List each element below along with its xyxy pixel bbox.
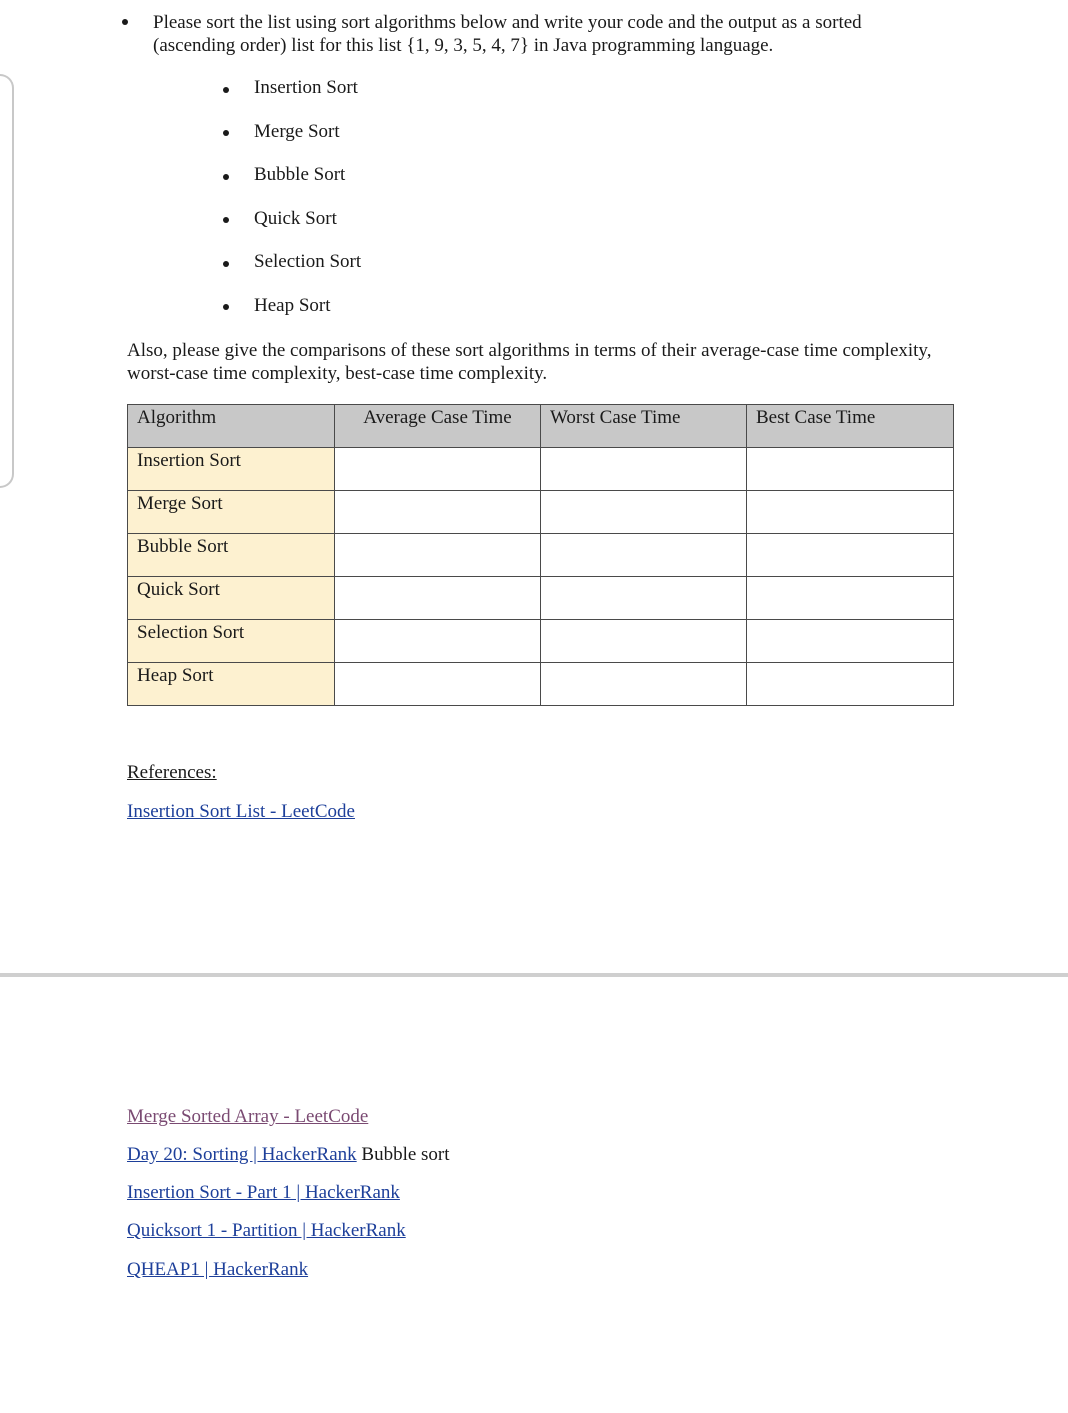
average-case-cell[interactable] xyxy=(335,534,541,577)
table-row xyxy=(128,577,954,620)
list-item: Bubble Sort xyxy=(254,164,346,185)
average-case-cell[interactable] xyxy=(335,620,541,663)
average-case-cell[interactable] xyxy=(335,491,541,534)
table-row xyxy=(128,663,954,706)
best-case-cell[interactable] xyxy=(747,577,954,620)
table-row xyxy=(128,620,954,663)
list-bullet xyxy=(223,217,229,223)
worst-case-cell[interactable] xyxy=(541,620,747,663)
intro-bullet xyxy=(122,19,128,25)
link-merge-sorted-array-leetcode[interactable]: Merge Sorted Array - LeetCode xyxy=(127,1106,369,1127)
comparison-table xyxy=(127,404,954,706)
average-case-cell[interactable] xyxy=(335,577,541,620)
algorithm-cell: Bubble Sort xyxy=(128,534,335,577)
algorithm-cell: Quick Sort xyxy=(128,577,335,620)
best-case-cell[interactable] xyxy=(747,491,954,534)
link-insertion-sort-list-leetcode[interactable]: Insertion Sort List - LeetCode xyxy=(127,801,355,822)
table-header-row xyxy=(128,405,954,448)
link-day-20-sorting-hackerrank[interactable]: Day 20: Sorting | HackerRank xyxy=(127,1144,357,1165)
worst-case-cell[interactable] xyxy=(541,577,747,620)
link-insertion-sort-part1-hackerrank[interactable]: Insertion Sort - Part 1 | HackerRank xyxy=(127,1182,400,1203)
references-label: References: xyxy=(127,762,217,783)
bubble-sort-note: Bubble sort xyxy=(356,1144,450,1165)
algorithm-cell: Heap Sort xyxy=(128,663,335,706)
best-case-cell[interactable] xyxy=(747,620,954,663)
list-item: Insertion Sort xyxy=(254,77,358,98)
worst-case-cell[interactable] xyxy=(541,448,747,491)
best-case-cell[interactable] xyxy=(747,534,954,577)
link-qheap1-hackerrank[interactable]: QHEAP1 | HackerRank xyxy=(127,1259,309,1280)
header-best-case: Best Case Time xyxy=(747,405,954,448)
algorithm-cell: Insertion Sort xyxy=(128,448,335,491)
best-case-cell[interactable] xyxy=(747,663,954,706)
comparison-paragraph: Also, please give the comparisons of these sort algorithms in terms of their average-case time complexity, worst-case time complexity, best-case time complexity. xyxy=(127,340,932,384)
list-item: Quick Sort xyxy=(254,208,337,229)
table-row xyxy=(128,448,954,491)
average-case-cell[interactable] xyxy=(335,448,541,491)
list-bullet xyxy=(223,304,229,310)
table-row xyxy=(128,491,954,534)
header-algorithm: Algorithm xyxy=(128,405,335,448)
average-case-cell[interactable] xyxy=(335,663,541,706)
worst-case-cell[interactable] xyxy=(541,663,747,706)
best-case-cell[interactable] xyxy=(747,448,954,491)
header-worst-case: Worst Case Time xyxy=(541,405,747,448)
list-bullet xyxy=(223,87,229,93)
worst-case-cell[interactable] xyxy=(541,534,747,577)
list-bullet xyxy=(223,261,229,267)
algorithm-cell: Selection Sort xyxy=(128,620,335,663)
worst-case-cell[interactable] xyxy=(541,491,747,534)
list-bullet xyxy=(223,174,229,180)
reference-line-day20 xyxy=(127,1143,450,1167)
list-item: Selection Sort xyxy=(254,251,362,272)
list-item: Merge Sort xyxy=(254,121,340,142)
page-break-divider xyxy=(0,973,1068,977)
header-average-case: Average Case Time xyxy=(335,405,541,448)
link-quicksort1-partition-hackerrank[interactable]: Quicksort 1 - Partition | HackerRank xyxy=(127,1220,406,1241)
page-edge-bracket xyxy=(0,74,14,488)
algorithm-cell: Merge Sort xyxy=(128,491,335,534)
list-item: Heap Sort xyxy=(254,295,331,316)
intro-text: Please sort the list using sort algorithms below and write your code and the output as a sorted (ascending order) list for this list {1, 9, 3, 5, 4, 7} in Java programming language. xyxy=(153,12,862,56)
list-bullet xyxy=(223,130,229,136)
table-row xyxy=(128,534,954,577)
